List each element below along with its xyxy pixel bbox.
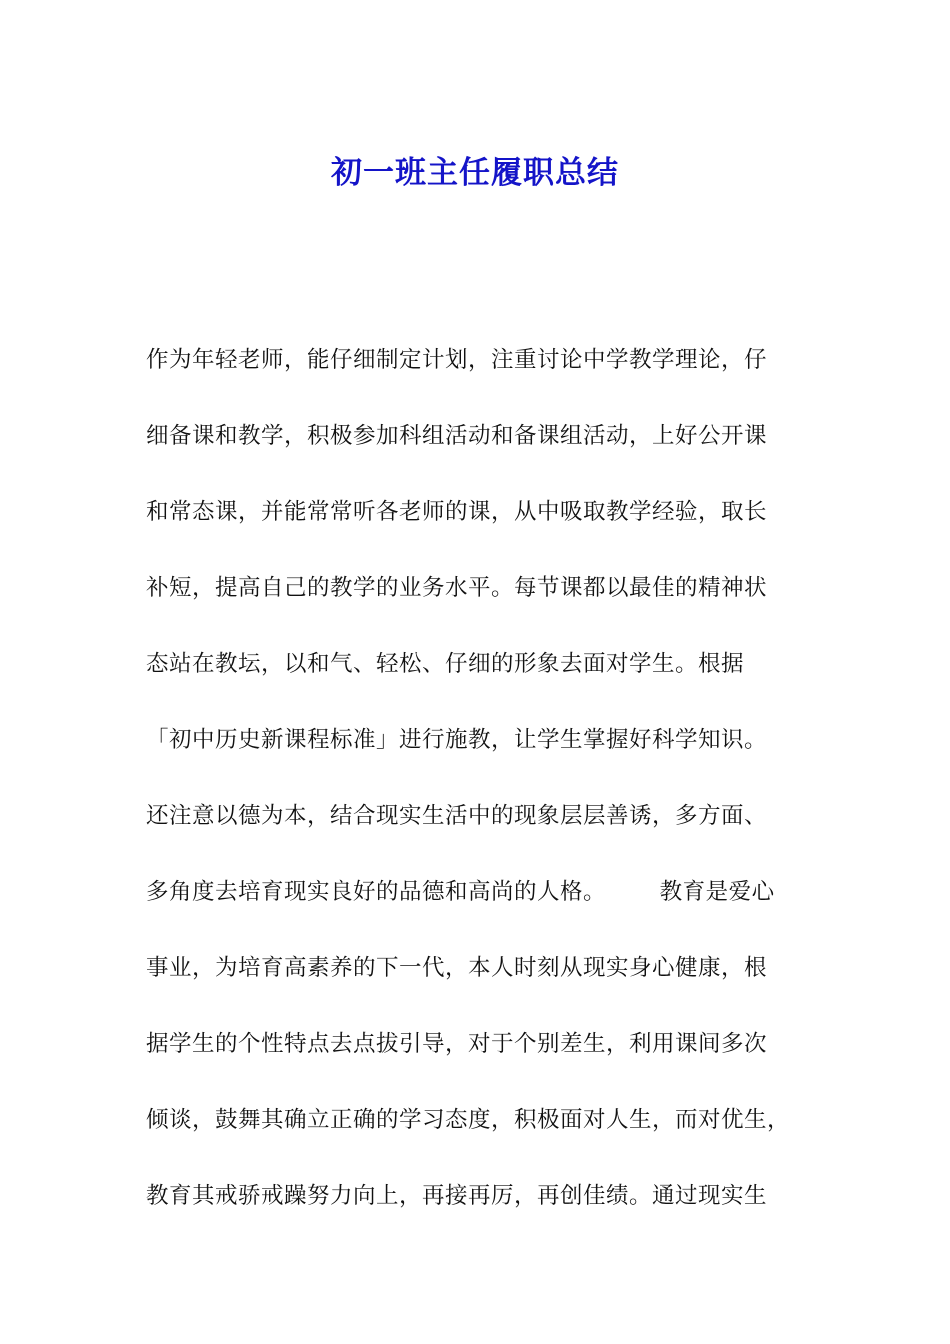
paragraph-line: 据学生的个性特点去点拔引导，对于个别差生，利用课间多次 — [146, 1031, 768, 1057]
paragraph-line: 倾谈，鼓舞其确立正确的学习态度，积极面对人生，而对优生， — [146, 1107, 791, 1133]
paragraph-line: 和常态课，并能常常听各老师的课，从中吸取教学经验，取长 — [146, 499, 768, 525]
paragraph-line: 「初中历史新课程标准」进行施教，让学生掌握好科学知识。 — [146, 727, 768, 753]
paragraph-line: 还注意以德为本，结合现实生活中的现象层层善诱，多方面、 — [146, 803, 768, 829]
paragraph-line: 作为年轻老师，能仔细制定计划，注重讨论中学教学理论，仔 — [146, 347, 768, 373]
paragraph-line: 细备课和教学，积极参加科组活动和备课组活动，上好公开课 — [146, 423, 768, 449]
paragraph-line: 事业，为培育高素养的下一代，本人时刻从现实身心健康，根 — [146, 955, 768, 981]
paragraph-line: 多角度去培育现实良好的品德和高尚的人格。 教育是爱心 — [146, 879, 775, 905]
document-body — [146, 336, 826, 1248]
paragraph-line: 补短，提高自己的教学的业务水平。每节课都以最佳的精神状 — [146, 575, 768, 601]
paragraph-line: 态站在教坛，以和气、轻松、仔细的形象去面对学生。根据 — [146, 651, 745, 677]
paragraph-line: 教育其戒骄戒躁努力向上，再接再厉，再创佳绩。通过现实生 — [146, 1183, 768, 1209]
document-title: 初一班主任履职总结 — [331, 154, 619, 191]
